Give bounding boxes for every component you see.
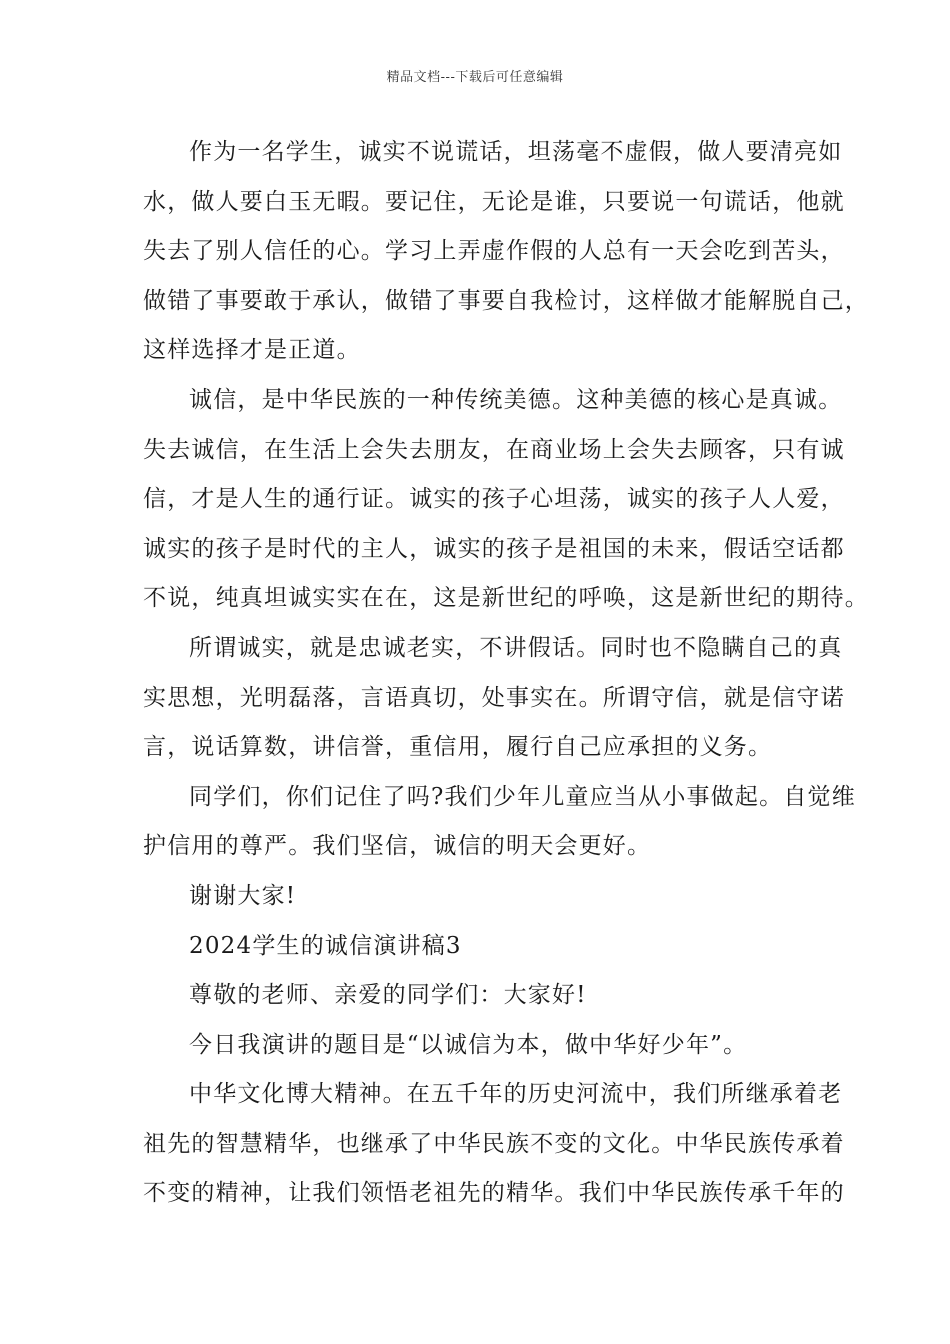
text-line: 护信用的尊严。我们坚信，诚信的明天会更好。 — [143, 833, 652, 860]
section-title: 2024学生的诚信演讲稿3 — [189, 932, 462, 959]
text-line: 信，才是人生的通行证。诚实的孩子心坦荡，诚实的孩子人人爱， — [143, 486, 845, 513]
text-line: 诚信，是中华民族的一种传统美德。这种美德的核心是真诚。 — [189, 386, 843, 413]
text-line: 不说，纯真坦诚实实在在，这是新世纪的呼唤，这是新世纪的期待。 — [143, 585, 869, 612]
text-line: 失去了别人信任的心。学习上弄虚作假的人总有一天会吃到苦头， — [143, 238, 845, 265]
text-line: 所谓诚实，就是忠诚老实，不讲假话。同时也不隐瞒自己的真 — [189, 634, 843, 661]
text-line: 这样选择才是正道。 — [143, 337, 361, 364]
text-line: 谢谢大家! — [189, 882, 297, 909]
page-header: 精品文档---下载后可任意编辑 — [386, 70, 564, 85]
text-line: 同学们，你们记住了吗?我们少年儿童应当从小事做起。自觉维 — [189, 783, 856, 810]
text-line: 尊敬的老师、亲爱的同学们：大家好! — [189, 982, 587, 1009]
text-line: 中华文化博大精神。在五千年的历史河流中，我们所继承着老 — [189, 1081, 843, 1108]
document-body — [143, 128, 869, 1219]
text-line: 诚实的孩子是时代的主人，诚实的孩子是祖国的未来，假话空话都 — [143, 535, 845, 562]
text-line: 今日我演讲的题目是“以诚信为本，做中华好少年”。 — [189, 1031, 748, 1058]
text-line: 言，说话算数，讲信誉，重信用，履行自己应承担的义务。 — [143, 734, 773, 761]
text-line: 祖先的智慧精华，也继承了中华民族不变的文化。中华民族传承着 — [143, 1130, 845, 1157]
text-line: 做错了事要敢于承认，做错了事要自我检讨，这样做才能解脱自己， — [143, 287, 869, 314]
text-line: 实思想，光明磊落，言语真切，处事实在。所谓守信，就是信守诺 — [143, 684, 845, 711]
text-line: 水，做人要白玉无暇。要记住，无论是谁，只要说一句谎话，他就 — [143, 188, 845, 215]
text-line: 作为一名学生，诚实不说谎话，坦荡毫不虚假，做人要清亮如 — [189, 139, 843, 165]
text-line: 不变的精神，让我们领悟老祖先的精华。我们中华民族传承千年的 — [143, 1180, 845, 1207]
text-line: 失去诚信，在生活上会失去朋友，在商业场上会失去顾客，只有诚 — [143, 436, 845, 463]
